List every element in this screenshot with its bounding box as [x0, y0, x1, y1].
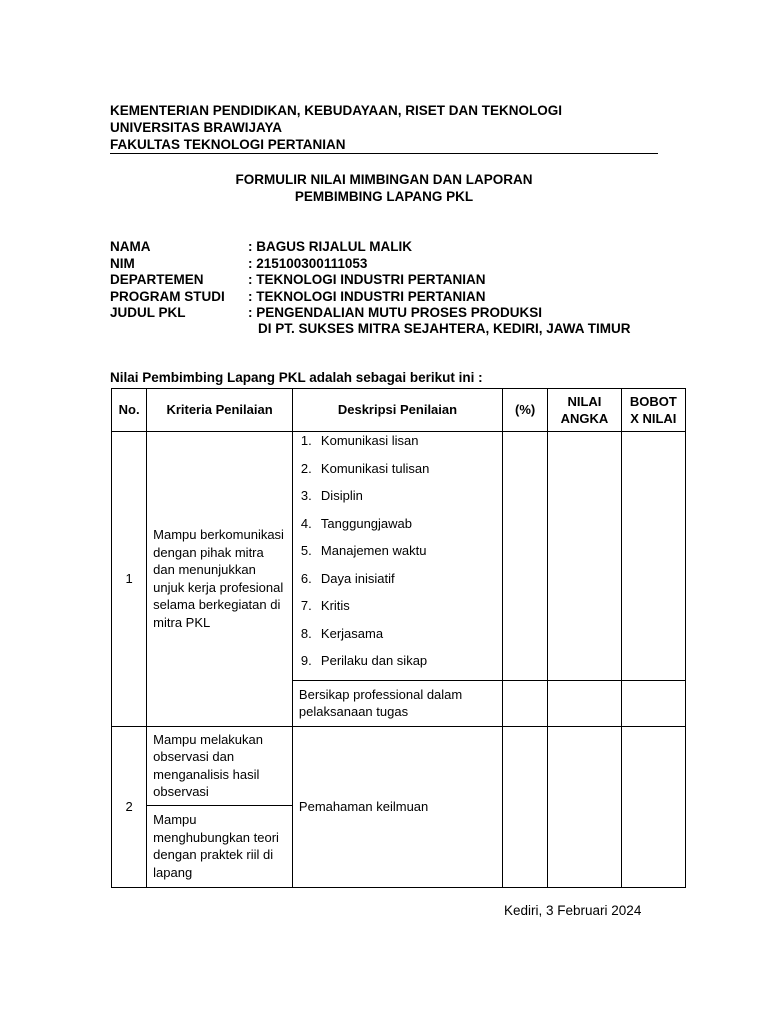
x-nilai-label: X NILAI	[630, 411, 677, 426]
departemen-value: : TEKNOLOGI INDUSTRI PERTANIAN	[248, 272, 486, 287]
nim-label: NIM	[110, 256, 135, 271]
table-row	[112, 726, 686, 805]
bobot-label: BOBOT	[629, 393, 677, 409]
form-title: FORMULIR NILAI MIMBINGAN DAN LAPORAN	[235, 172, 533, 187]
row1-sub-bobot-cell[interactable]	[621, 680, 685, 726]
header-nilai-angka	[548, 389, 621, 432]
nama-label: NAMA	[110, 239, 151, 254]
row1-sub-nilai-cell[interactable]	[548, 680, 621, 726]
header-kriteria: Kriteria Penilaian	[147, 389, 293, 432]
university-name: UNIVERSITAS BRAWIJAYA	[110, 120, 283, 135]
row1-persen-cell[interactable]	[503, 432, 548, 681]
header-deskripsi: Deskripsi Penilaian	[292, 389, 502, 432]
info-judul	[110, 304, 542, 321]
departemen-label: DEPARTEMEN	[110, 272, 204, 287]
form-subtitle: PEMBIMBING LAPANG PKL	[294, 189, 474, 204]
table-header-row	[112, 389, 686, 432]
judul-label: JUDUL PKL	[110, 305, 186, 320]
list-item: 6. Daya inisiatif	[300, 570, 395, 586]
program-studi-label: PROGRAM STUDI	[110, 289, 225, 304]
row1-sub-persen-cell[interactable]	[503, 680, 548, 726]
list-item: 1. Komunikasi lisan	[300, 433, 419, 448]
judul-value-line2: DI PT. SUKSES MITRA SEJAHTERA, KEDIRI, JAWA TIMUR	[258, 321, 631, 336]
row1-deskripsi-list	[292, 432, 502, 681]
faculty-name: FAKULTAS TEKNOLOGI PERTANIAN	[110, 137, 346, 152]
list-item: 3. Disiplin	[300, 488, 363, 503]
info-nim	[110, 255, 367, 272]
signature-date: Kediri, 3 Februari 2024	[504, 903, 642, 918]
info-nama	[110, 238, 412, 255]
list-item: 5. Manajemen waktu	[300, 543, 427, 558]
row2-no: 2	[112, 726, 147, 887]
angka-label: ANGKA	[560, 411, 609, 426]
row1-no: 1	[112, 432, 147, 727]
nama-value: : BAGUS RIJALUL MALIK	[248, 239, 412, 254]
list-item: 9. Perilaku dan sikap	[300, 653, 428, 668]
table-intro: Nilai Pembimbing Lapang PKL adalah sebagai berikut ini :	[110, 370, 483, 385]
row1-kriteria: Mampu berkomunikasi dengan pihak mitra dan menunjukkan unjuk kerja profesional selama berkegiatan di mitra PKL	[147, 432, 293, 727]
row2-persen-cell[interactable]	[503, 726, 548, 887]
header-bobot	[621, 389, 685, 432]
list-item: 4. Tanggungjawab	[300, 515, 412, 531]
header-no: No.	[112, 389, 147, 432]
judul-value: : PENGENDALIAN MUTU PROSES PRODUKSI	[248, 305, 543, 320]
ministry-name: KEMENTERIAN PENDIDIKAN, KEBUDAYAAN, RISET DAN TEKNOLOGI	[110, 103, 563, 118]
list-item: 2. Komunikasi tulisan	[300, 460, 430, 476]
row1-nilai-cell[interactable]	[548, 432, 621, 681]
row1-sub-deskripsi: Bersikap professional dalam pelaksanaan tugas	[292, 680, 502, 726]
row2-nilai-cell[interactable]	[548, 726, 621, 887]
row2-kriteria-b: Mampu menghubungkan teori dengan praktek riil di lapang	[147, 805, 293, 887]
row2-bobot-cell[interactable]	[621, 726, 685, 887]
row2-kriteria-a: Mampu melakukan observasi dan menganalisis hasil observasi	[147, 726, 293, 805]
row1-bobot-cell[interactable]	[621, 432, 685, 681]
nim-value: : 215100300111053	[248, 256, 368, 271]
assessment-table	[111, 388, 686, 888]
info-program-studi	[110, 288, 486, 305]
list-item: 7. Kritis	[300, 598, 350, 613]
nilai-label: NILAI	[567, 393, 602, 409]
info-departemen	[110, 271, 486, 288]
list-item: 8. Kerjasama	[300, 625, 384, 641]
header-divider	[110, 153, 658, 154]
program-studi-value: : TEKNOLOGI INDUSTRI PERTANIAN	[248, 289, 486, 304]
header-persen: (%)	[503, 389, 548, 432]
table-row	[112, 432, 686, 681]
row2-deskripsi: Pemahaman keilmuan	[292, 726, 502, 887]
